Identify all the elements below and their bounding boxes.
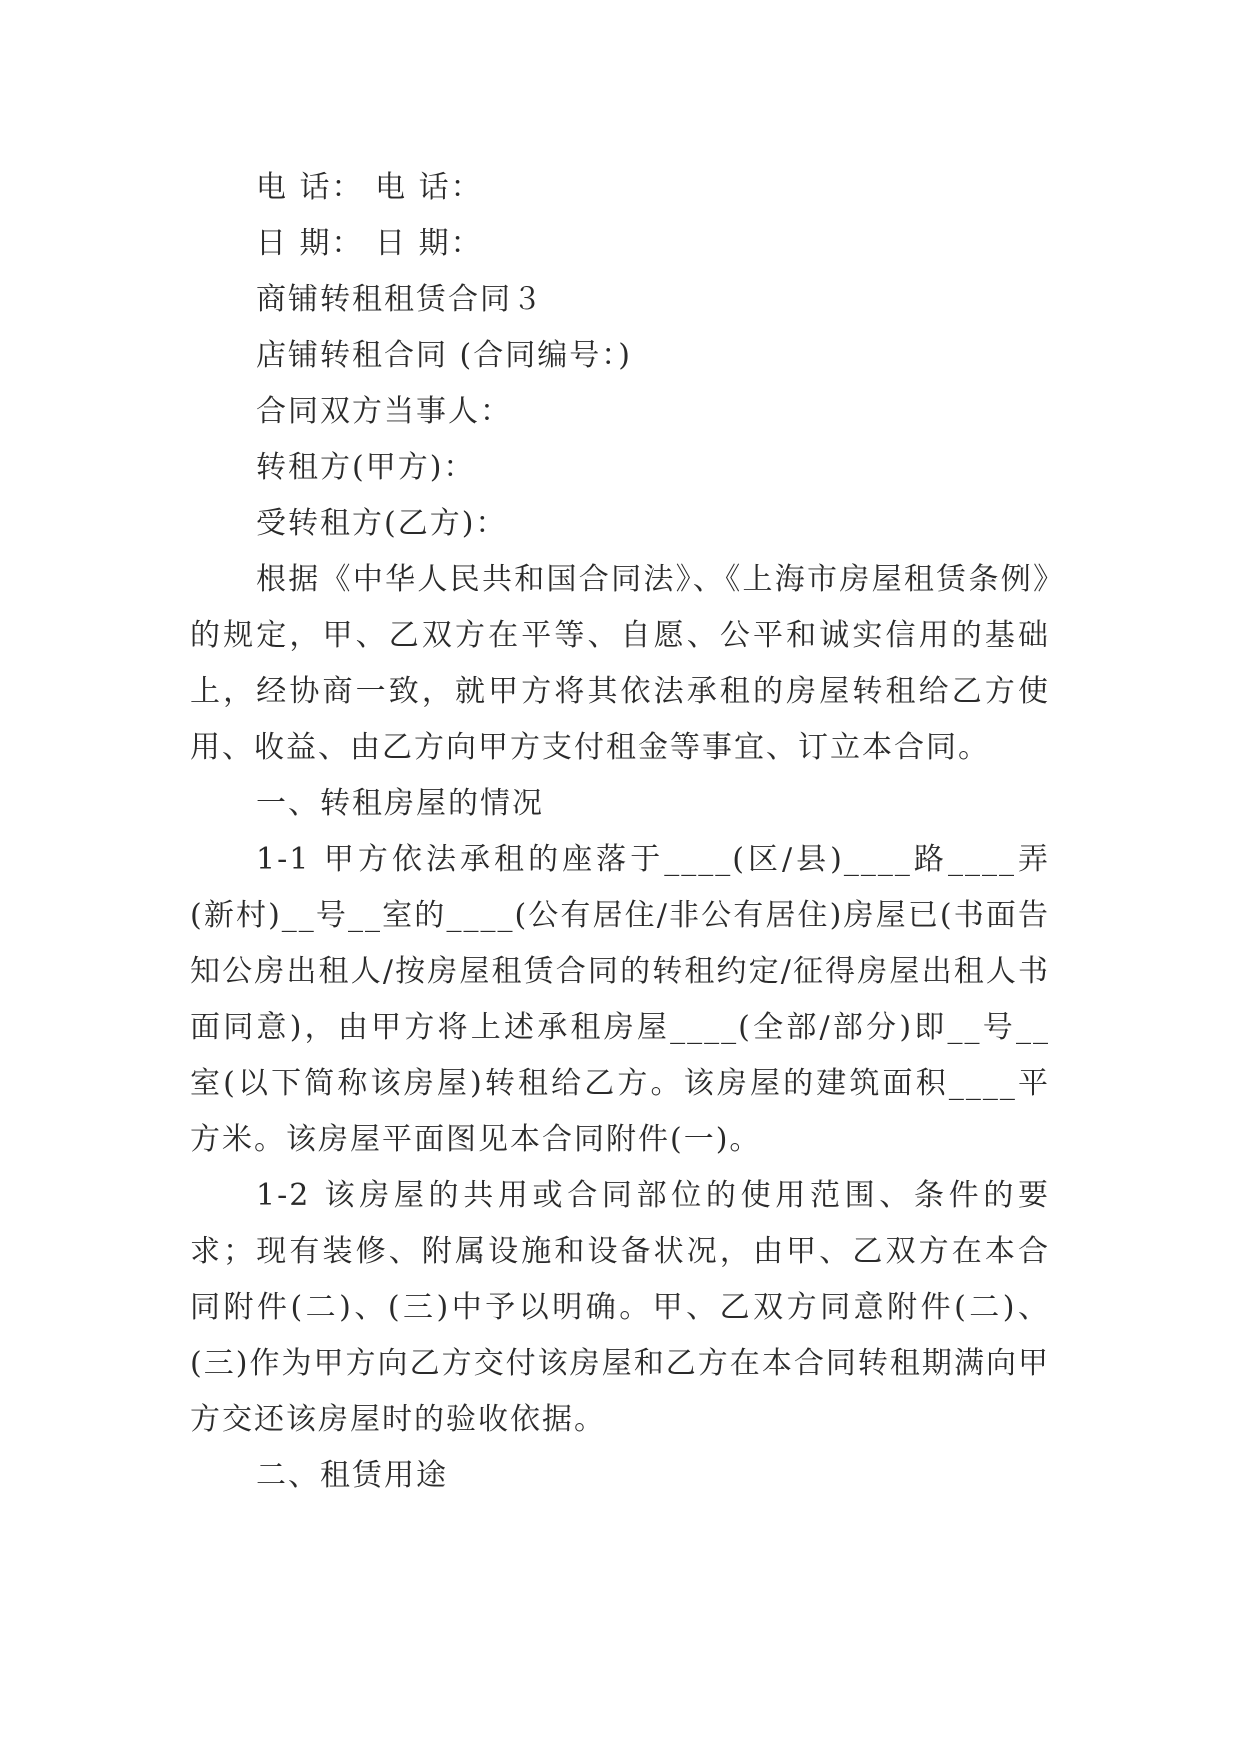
- contract-title: 商铺转租租赁合同３: [256, 282, 544, 317]
- parties-heading: 合同双方当事人：: [256, 394, 512, 429]
- clause-1-2: 1-2 该房屋的共用或合同部位的使用范围、条件的要求；现有装修、附属设施和设备状况，由甲、乙双方在本合同附件(二)、(三)中予以明确。甲、乙双方同意附件(二)、(三)作为甲方向乙方交付该房屋和乙方在本合同转租期满向甲方交还该房屋时的验收依据。: [190, 1178, 1050, 1437]
- document-body: [190, 160, 1050, 1504]
- section-2-heading: 二、租赁用途: [256, 1458, 448, 1493]
- intro-paragraph: 根据《中华人民共和国合同法》、《上海市房屋租赁条例》的规定，甲、乙双方在平等、自愿、公平和诚实信用的基础上，经协商一致，就甲方将其依法承租的房屋转租给乙方使用、收益、由乙方向甲方支付租金等事宜、订立本合同。: [190, 562, 1050, 765]
- section-1-heading: 一、转租房屋的情况: [256, 786, 544, 821]
- party-b-line: 受转租方(乙方)：: [256, 506, 508, 541]
- date-line: 日 期： 日 期：: [256, 226, 483, 261]
- clause-1-1: 1-1 甲方依法承租的座落于____(区/县)____路____弄(新村)__号__室的____(公有居住/非公有居住)房屋已(书面告知公房出租人/按房屋租赁合同的转租约定/征得房屋出租人书面同意)，由甲方将上述承租房屋____(全部/部分)即__号__室(以下简称该房屋)转租给乙方。该房屋的建筑面积____平方米。该房屋平面图见本合同附件(一)。: [190, 842, 1050, 1157]
- party-a-line: 转租方(甲方)：: [256, 450, 476, 485]
- contract-subtitle: 店铺转租合同 (合同编号：): [256, 338, 632, 373]
- phone-line: 电 话： 电 话：: [256, 170, 483, 205]
